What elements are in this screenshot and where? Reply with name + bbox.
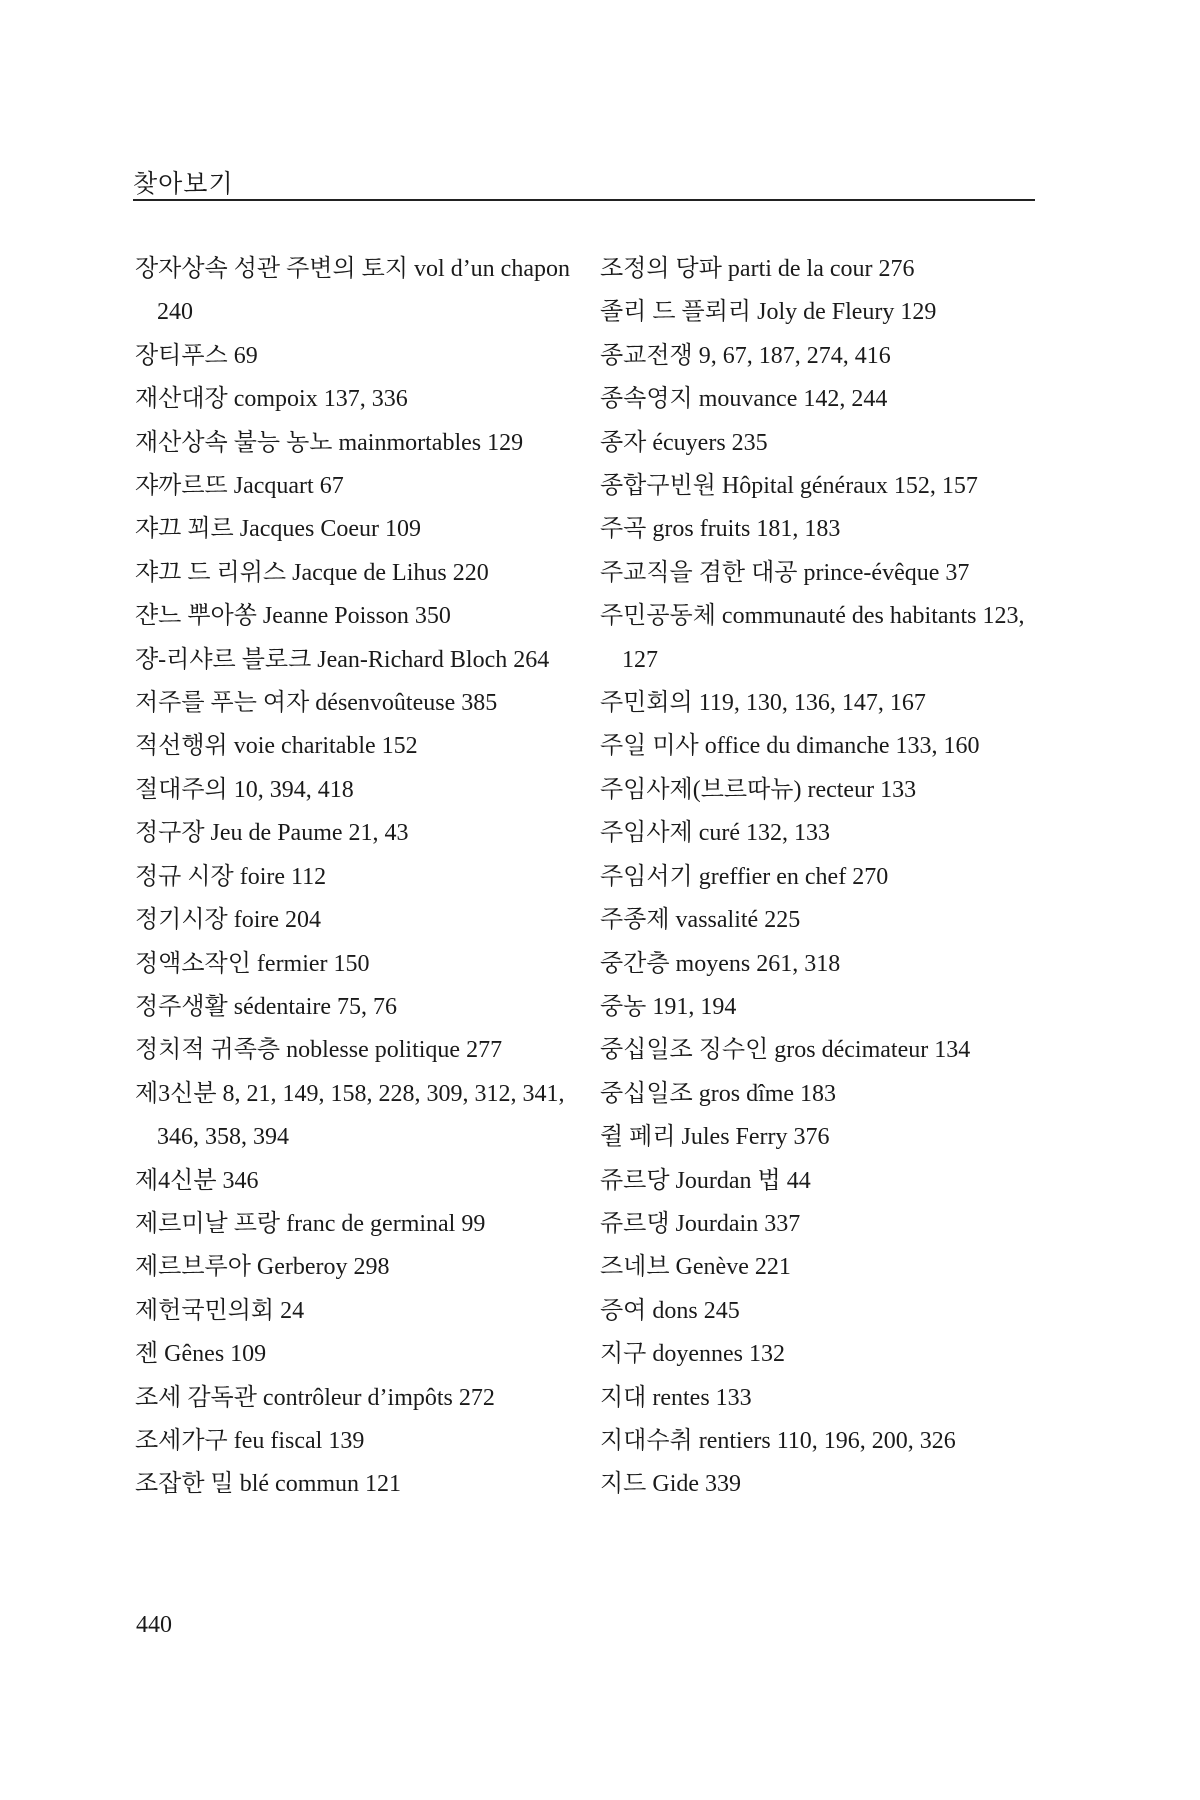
index-entry: 주민회의 119, 130, 136, 147, 167 xyxy=(600,690,926,717)
index-entry: 주일 미사 office du dimanche 133, 160 xyxy=(600,733,980,760)
index-entry: 쟌느 뿌아쏭 Jeanne Poisson 350 xyxy=(135,603,451,630)
index-entry: 주임사제(브르따뉴) recteur 133 xyxy=(600,776,917,803)
index-entry: 재산대장 compoix 137, 336 xyxy=(135,386,408,413)
index-entry: 쥬르당 Jourdan 법 44 xyxy=(600,1167,811,1194)
index-entry: 졸리 드 플뢰리 Joly de Fleury 129 xyxy=(600,299,937,326)
index-entry: 정액소작인 fermier 150 xyxy=(135,950,370,977)
index-entry: 제르미날 프랑 franc de germinal 99 xyxy=(135,1210,486,1237)
index-entry: 정구장 Jeu de Paume 21, 43 xyxy=(135,820,409,847)
index-entry: 주곡 gros fruits 181, 183 xyxy=(600,516,841,543)
index-entry: 쥘 페리 Jules Ferry 376 xyxy=(600,1124,830,1151)
index-entry: 적선행위 voie charitable 152 xyxy=(135,733,418,760)
index-entry: 쟈끄 꾀르 Jacques Coeur 109 xyxy=(135,516,422,543)
index-entry: 저주를 푸는 여자 désenvoûteuse 385 xyxy=(135,690,498,717)
index-entry: 조세 감독관 contrôleur d’impôts 272 xyxy=(135,1384,495,1411)
index-entry: 조잡한 밀 blé commun 121 xyxy=(135,1471,402,1498)
index-entry: 조세가구 feu fiscal 139 xyxy=(135,1427,365,1454)
index-entry: 지대수취 rentiers 110, 196, 200, 326 xyxy=(600,1427,956,1454)
index-entry: 정규 시장 foire 112 xyxy=(135,863,327,890)
index-entry: 정주생활 sédentaire 75, 76 xyxy=(135,993,398,1020)
index-entry: 주임서기 greffier en chef 270 xyxy=(600,863,889,890)
index-entry: 지대 rentes 133 xyxy=(600,1384,752,1411)
index-entry: 장티푸스 69 xyxy=(135,342,258,369)
index-entry: 중간층 moyens 261, 318 xyxy=(600,950,841,977)
index-column-left xyxy=(135,248,583,1507)
index-entry: 중십일조 gros dîme 183 xyxy=(600,1080,837,1107)
index-entry: 중십일조 징수인 gros décimateur 134 xyxy=(600,1037,971,1064)
index-entry: 제4신분 346 xyxy=(135,1167,259,1194)
index-entry: 쟈끄 드 리위스 Jacque de Lihus 220 xyxy=(135,559,489,586)
index-entry: 제3신분 8, 21, 149, 158, 228, 309, 312, 341, 346, 358, 394 xyxy=(135,1080,565,1151)
index-entry: 지구 doyennes 132 xyxy=(600,1341,786,1368)
index-entry: 종속영지 mouvance 142, 244 xyxy=(600,386,888,413)
index-entry: 종교전쟁 9, 67, 187, 274, 416 xyxy=(600,342,891,369)
index-entry: 정치적 귀족층 noblesse politique 277 xyxy=(135,1037,503,1064)
index-entry: 주민공동체 communauté des habitants 123, 127 xyxy=(600,603,1025,673)
index-entry: 젠 Gênes 109 xyxy=(135,1341,267,1368)
index-entry: 정기시장 foire 204 xyxy=(135,907,322,934)
index-entry: 주종제 vassalité 225 xyxy=(600,907,801,934)
index-entry: 조정의 당파 parti de la cour 276 xyxy=(600,256,915,282)
index-entry: 중농 191, 194 xyxy=(600,993,737,1020)
index-entry: 주임사제 curé 132, 133 xyxy=(600,820,831,847)
index-entry: 재산상속 불능 농노 mainmortables 129 xyxy=(135,429,524,456)
index-entry: 주교직을 겸한 대공 prince-évêque 37 xyxy=(600,559,970,586)
index-entry: 제헌국민의회 24 xyxy=(135,1297,305,1324)
index-entry: 제르브루아 Gerberoy 298 xyxy=(135,1254,390,1281)
index-entry: 장자상속 성관 주변의 토지 vol d’un chapon 240 xyxy=(135,256,570,326)
index-entry: 쟝-리샤르 블로크 Jean-Richard Bloch 264 xyxy=(135,646,550,673)
index-column-right xyxy=(600,248,1048,1507)
page-header-title: 찾아보기 xyxy=(133,169,234,198)
header-divider xyxy=(133,199,1035,201)
index-entry: 쥬르댕 Jourdain 337 xyxy=(600,1210,801,1237)
page-number: 440 xyxy=(136,1612,172,1638)
index-entry: 절대주의 10, 394, 418 xyxy=(135,776,354,803)
index-entry: 증여 dons 245 xyxy=(600,1297,740,1324)
index-entry: 종합구빈원 Hôpital généraux 152, 157 xyxy=(600,473,978,500)
index-entry: 종자 écuyers 235 xyxy=(600,429,768,456)
index-entry: 쟈까르뜨 Jacquart 67 xyxy=(135,473,344,500)
index-entry: 지드 Gide 339 xyxy=(600,1471,742,1498)
index-entry: 즈네브 Genève 221 xyxy=(600,1254,791,1281)
